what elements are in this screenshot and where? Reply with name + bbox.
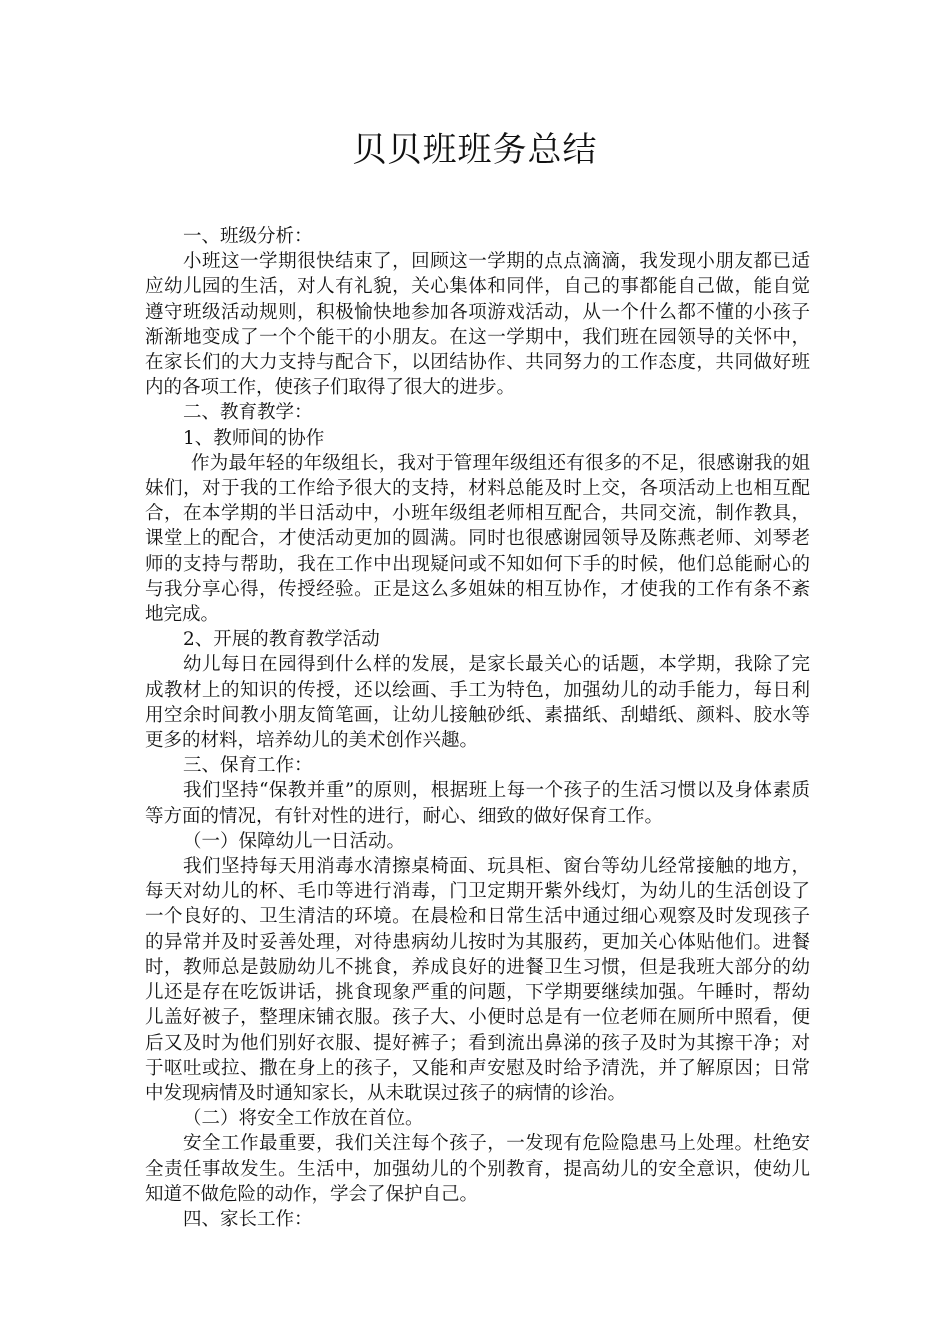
subheading-daily-activities: （一）保障幼儿一日活动。: [183, 830, 406, 852]
paragraph-class-analysis: 小班这一学期很快结束了，回顾这一学期的点点滴滴，我发现小朋友都已适应幼儿园的生活，对人有礼貌，关心集体和同伴，自己的事都能自己做，能自觉遵守班级活动规则，积极愉快地参加各项游戏活动，从一个什么都不懂的小孩子渐渐地变成了一个个能干的小朋友。在这一学期中，我们班在园领导的关怀中，在家长们的大力支持与配合下，以团结协作、共同努力的工作态度，共同做好班内的各项工作，使孩子们取得了很大的进步。: [145, 251, 810, 399]
paragraph-teacher-cooperation: 作为最年轻的年级组长，我对于管理年级组还有很多的不足，很感谢我的姐妹们，对于我的工作给予很大的支持，材料总能及时上交，各项活动上也相互配合，在本学期的半日活动中，小班年级组老师相互配合，共同交流，制作教具，课堂上的配合，才使活动更加的圆满。同时也很感谢园领导及陈燕老师、刘琴老师的支持与帮助，我在工作中出现疑问或不知如何下手的时候，他们总能耐心的与我分享心得，传授经验。正是这么多姐妹的相互协作，才使我的工作有条不紊地完成。: [145, 452, 810, 626]
paragraph-daily-activities: 我们坚持每天用消毒水清擦桌椅面、玩具柜、窗台等幼儿经常接触的地方，每天对幼儿的杯、毛巾等进行消毒，门卫定期开紫外线灯，为幼儿的生活创设了一个良好的、卫生清洁的环境。在晨检和日常生活中通过细心观察及时发现孩子的异常并及时妥善处理，对待患病幼儿按时为其服药，更加关心体贴他们。进餐时，教师总是鼓励幼儿不挑食，养成良好的进餐卫生习惯，但是我班大部分的幼儿还是存在吃饭讲话，挑食现象严重的问题，下学期要继续加强。午睡时，帮幼儿盖好被子，整理床铺衣服。孩子大、小便时总是有一位老师在厕所中照看，便后又及时为他们别好衣服、提好裤子；看到流出鼻涕的孩子及时为其擦干净；对于呕吐或拉、撒在身上的孩子，又能和声安慰及时给予清洗，并了解原因；日常中发现病情及时通知家长，从未耽误过孩子的病情的诊治。: [145, 856, 810, 1104]
paragraph-teaching-activities: 幼儿每日在园得到什么样的发展，是家长最关心的话题，本学期，我除了完成教材上的知识的传授，还以绘画、手工为特色，加强幼儿的动手能力，每日利用空余时间教小朋友简笔画，让幼儿接触砂纸、素描纸、刮蜡纸、颜料、胶水等更多的材料，培养幼儿的美术创作兴趣。: [145, 654, 810, 752]
document-title: 贝贝班班务总结: [352, 130, 598, 170]
section-heading-education: 二、教育教学：: [183, 402, 313, 424]
section-heading-class-analysis: 一、班级分析：: [183, 226, 313, 247]
section-heading-parent-work: 四、家长工作：: [183, 1208, 313, 1230]
subheading-safety-first: （二）将安全工作放在首位。: [183, 1108, 424, 1130]
paragraph-care-principle: 我们坚持“保教并重”的原则，根据班上每一个孩子的生活习惯以及身体素质等方面的情况，有针对性的进行，耐心、细致的做好保育工作。: [145, 780, 810, 827]
document-body: [145, 224, 810, 1232]
subheading-teaching-activities: 2、开展的教育教学活动: [183, 629, 380, 651]
section-heading-care-work: 三、保育工作：: [183, 755, 313, 777]
subheading-teacher-cooperation: 1、教师间的协作: [183, 427, 325, 449]
paragraph-safety-first: 安全工作最重要，我们关注每个孩子，一发现有危险隐患马上处理。杜绝安全责任事故发生。生活中，加强幼儿的个别教育，提高幼儿的安全意识，使幼儿知道不做危险的动作，学会了保护自己。: [145, 1133, 810, 1205]
